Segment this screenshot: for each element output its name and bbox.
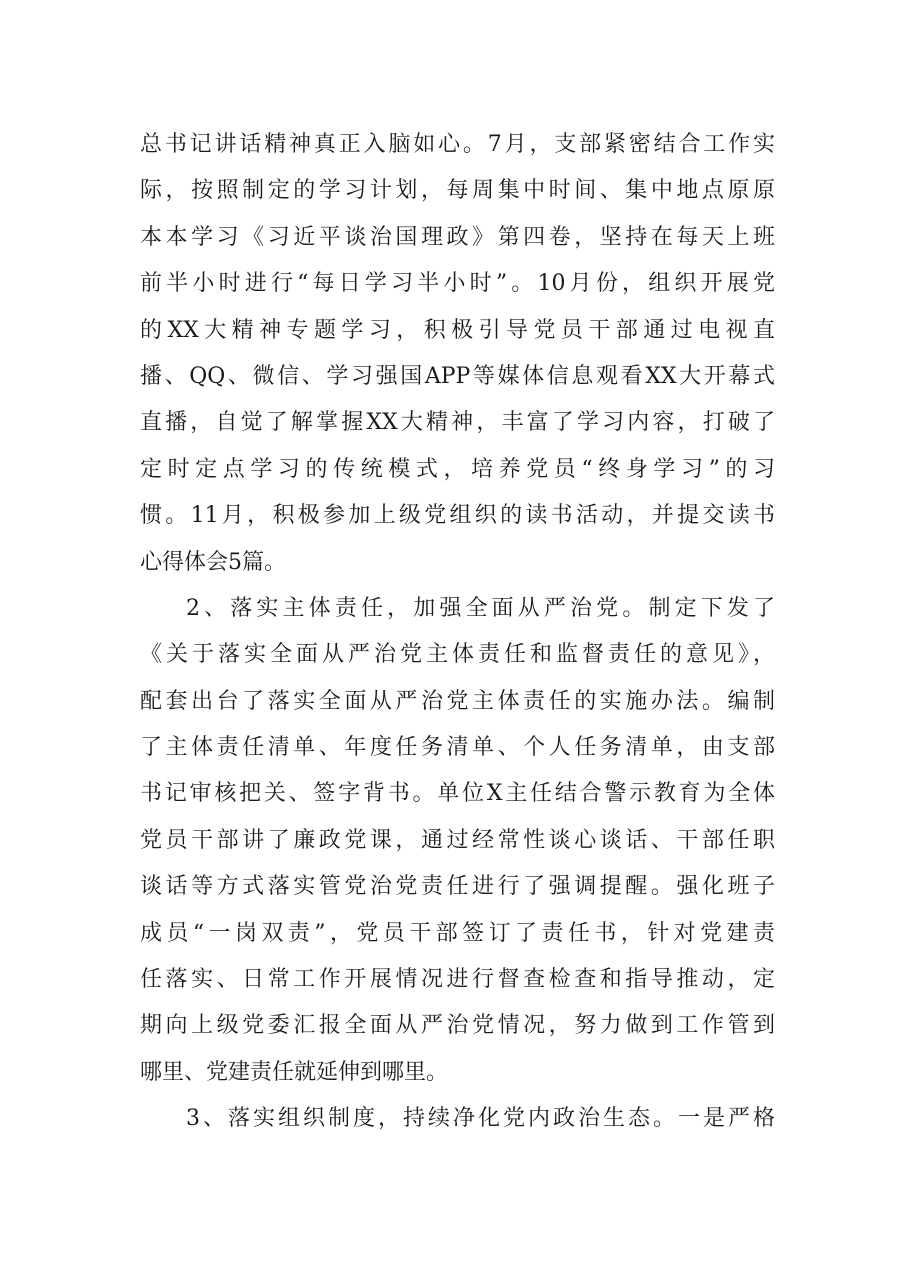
text-line: 前半小时进行“每日学习半小时”。10月份，组织开展党: [140, 271, 775, 297]
text-line: 配套出台了落实全面从严治党主体责任的实施办法。编制: [140, 688, 775, 714]
body-text: [140, 122, 775, 1143]
text-line: 哪里、党建责任就延伸到哪里。: [140, 1059, 449, 1085]
text-line: 党员干部讲了廉政党课，通过经常性谈心谈话、干部任职: [140, 827, 775, 853]
text-line: 本本学习《习近平谈治国理政》第四卷，坚持在每天上班: [140, 224, 775, 250]
text-line: 《关于落实全面从严治党主体责任和监督责任的意见》，: [140, 642, 775, 668]
text-line: 期向上级党委汇报全面从严治党情况，努力做到工作管到: [140, 1013, 775, 1039]
text-line: 书记审核把关、签字背书。单位X主任结合警示教育为全体: [140, 781, 775, 807]
text-line: 播、QQ、微信、学习强国APP等媒体信息观看XX大开幕式: [140, 363, 775, 389]
text-line: 谈话等方式落实管党治党责任进行了强调提醒。强化班子: [140, 874, 775, 900]
text-line: 的XX大精神专题学习，积极引导党员干部通过电视直: [140, 317, 775, 343]
text-line: 任落实、日常工作开展情况进行督查检查和指导推动，定: [140, 967, 775, 993]
text-line: 惯。11月，积极参加上级党组织的读书活动，并提交读书: [140, 503, 775, 529]
text-line: 心得体会5篇。: [140, 549, 286, 575]
paragraph-start-line: 2、落实主体责任，加强全面从严治党。制定下发了: [186, 595, 775, 621]
text-line: 定时定点学习的传统模式，培养党员“终身学习”的习: [140, 456, 775, 482]
text-line: 成员“一岗双责”，党员干部签订了责任书，针对党建责: [140, 920, 775, 946]
text-line: 总书记讲话精神真正入脑如心。7月，支部紧密结合工作实: [140, 132, 775, 157]
text-line: 际，按照制定的学习计划，每周集中时间、集中地点原原: [140, 178, 775, 204]
text-line: 了主体责任清单、年度任务清单、个人任务清单，由支部: [140, 735, 775, 761]
paragraph-start-line: 3、落实组织制度，持续净化党内政治生态。一是严格: [186, 1106, 775, 1132]
text-line: 直播，自觉了解掌握XX大精神，丰富了学习内容，打破了: [140, 410, 775, 436]
